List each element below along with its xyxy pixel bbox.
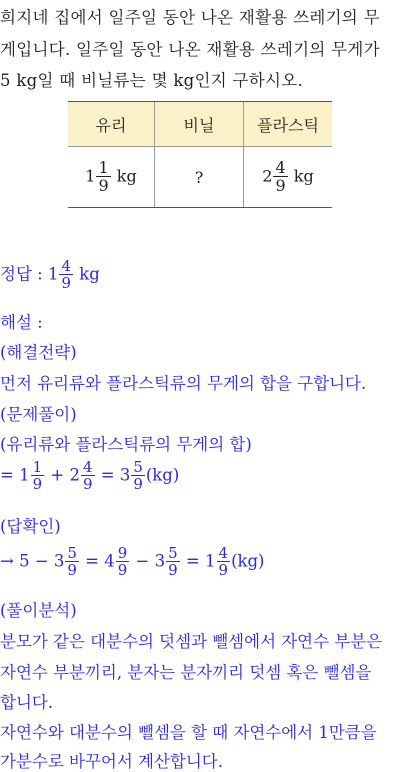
solution-heading: 해설 : xyxy=(0,313,43,332)
problem-line-1: 희지네 집에서 일주일 동안 나온 재활용 쓰레기의 무 xyxy=(0,8,380,27)
cell-glass: 1 $\frac{1}{9}$ kg xyxy=(68,147,155,208)
weight-table xyxy=(68,101,332,208)
analysis-tag: (풀이분석) xyxy=(0,601,77,620)
header-glass: 유리 xyxy=(68,102,155,147)
header-plastic: 플라스틱 xyxy=(244,102,333,147)
answer-line: 정답 : 1 $\frac{4}{9}$ kg xyxy=(0,257,100,292)
solve-text: (유리류와 플라스틱류의 무게의 합) xyxy=(0,435,252,454)
header-vinyl: 비닐 xyxy=(155,102,244,147)
equation-sum: = 1 $\frac{1}{9}$ + 2 $\frac{4}{9}$ = 3 $\frac{5}{9}$ (kg) xyxy=(0,458,180,493)
check-tag: (답확인) xyxy=(0,517,61,536)
analysis-line-3: 합니다. xyxy=(0,693,54,712)
cell-vinyl: ? xyxy=(155,147,244,208)
problem-line-2: 게입니다. 일주일 동안 나온 재활용 쓰레기의 무게가 xyxy=(0,40,380,59)
problem-line-3: 5 kg일 때 비닐류는 몇 kg인지 구하시오. xyxy=(0,71,304,90)
analysis-line-4: 자연수와 대분수의 뺄셈을 할 때 자연수에서 1만큼을 xyxy=(0,723,377,742)
strategy-text: 먼저 유리류와 플라스틱류의 무게의 합을 구합니다. xyxy=(0,374,367,393)
analysis-line-5: 가분수로 바꾸어서 계산합니다. xyxy=(0,752,223,771)
strategy-tag: (해결전략) xyxy=(0,343,77,362)
solve-tag: (문제풀이) xyxy=(0,405,77,424)
equation-check: → 5 − 3 $\frac{5}{9}$ = 4 $\frac{9}{9}$ − 3 $\frac{5}{9}$ = 1 $\frac{4}{9}$ (kg) xyxy=(0,544,265,579)
analysis-line-2: 자연수 부분끼리, 분자는 분자끼리 덧셈 혹은 뺄셈을 xyxy=(0,663,372,682)
analysis-line-1: 분모가 같은 대분수의 덧셈과 뺄셈에서 자연수 부분은 xyxy=(0,632,383,651)
cell-plastic: 2 $\frac{4}{9}$ kg xyxy=(244,147,333,208)
